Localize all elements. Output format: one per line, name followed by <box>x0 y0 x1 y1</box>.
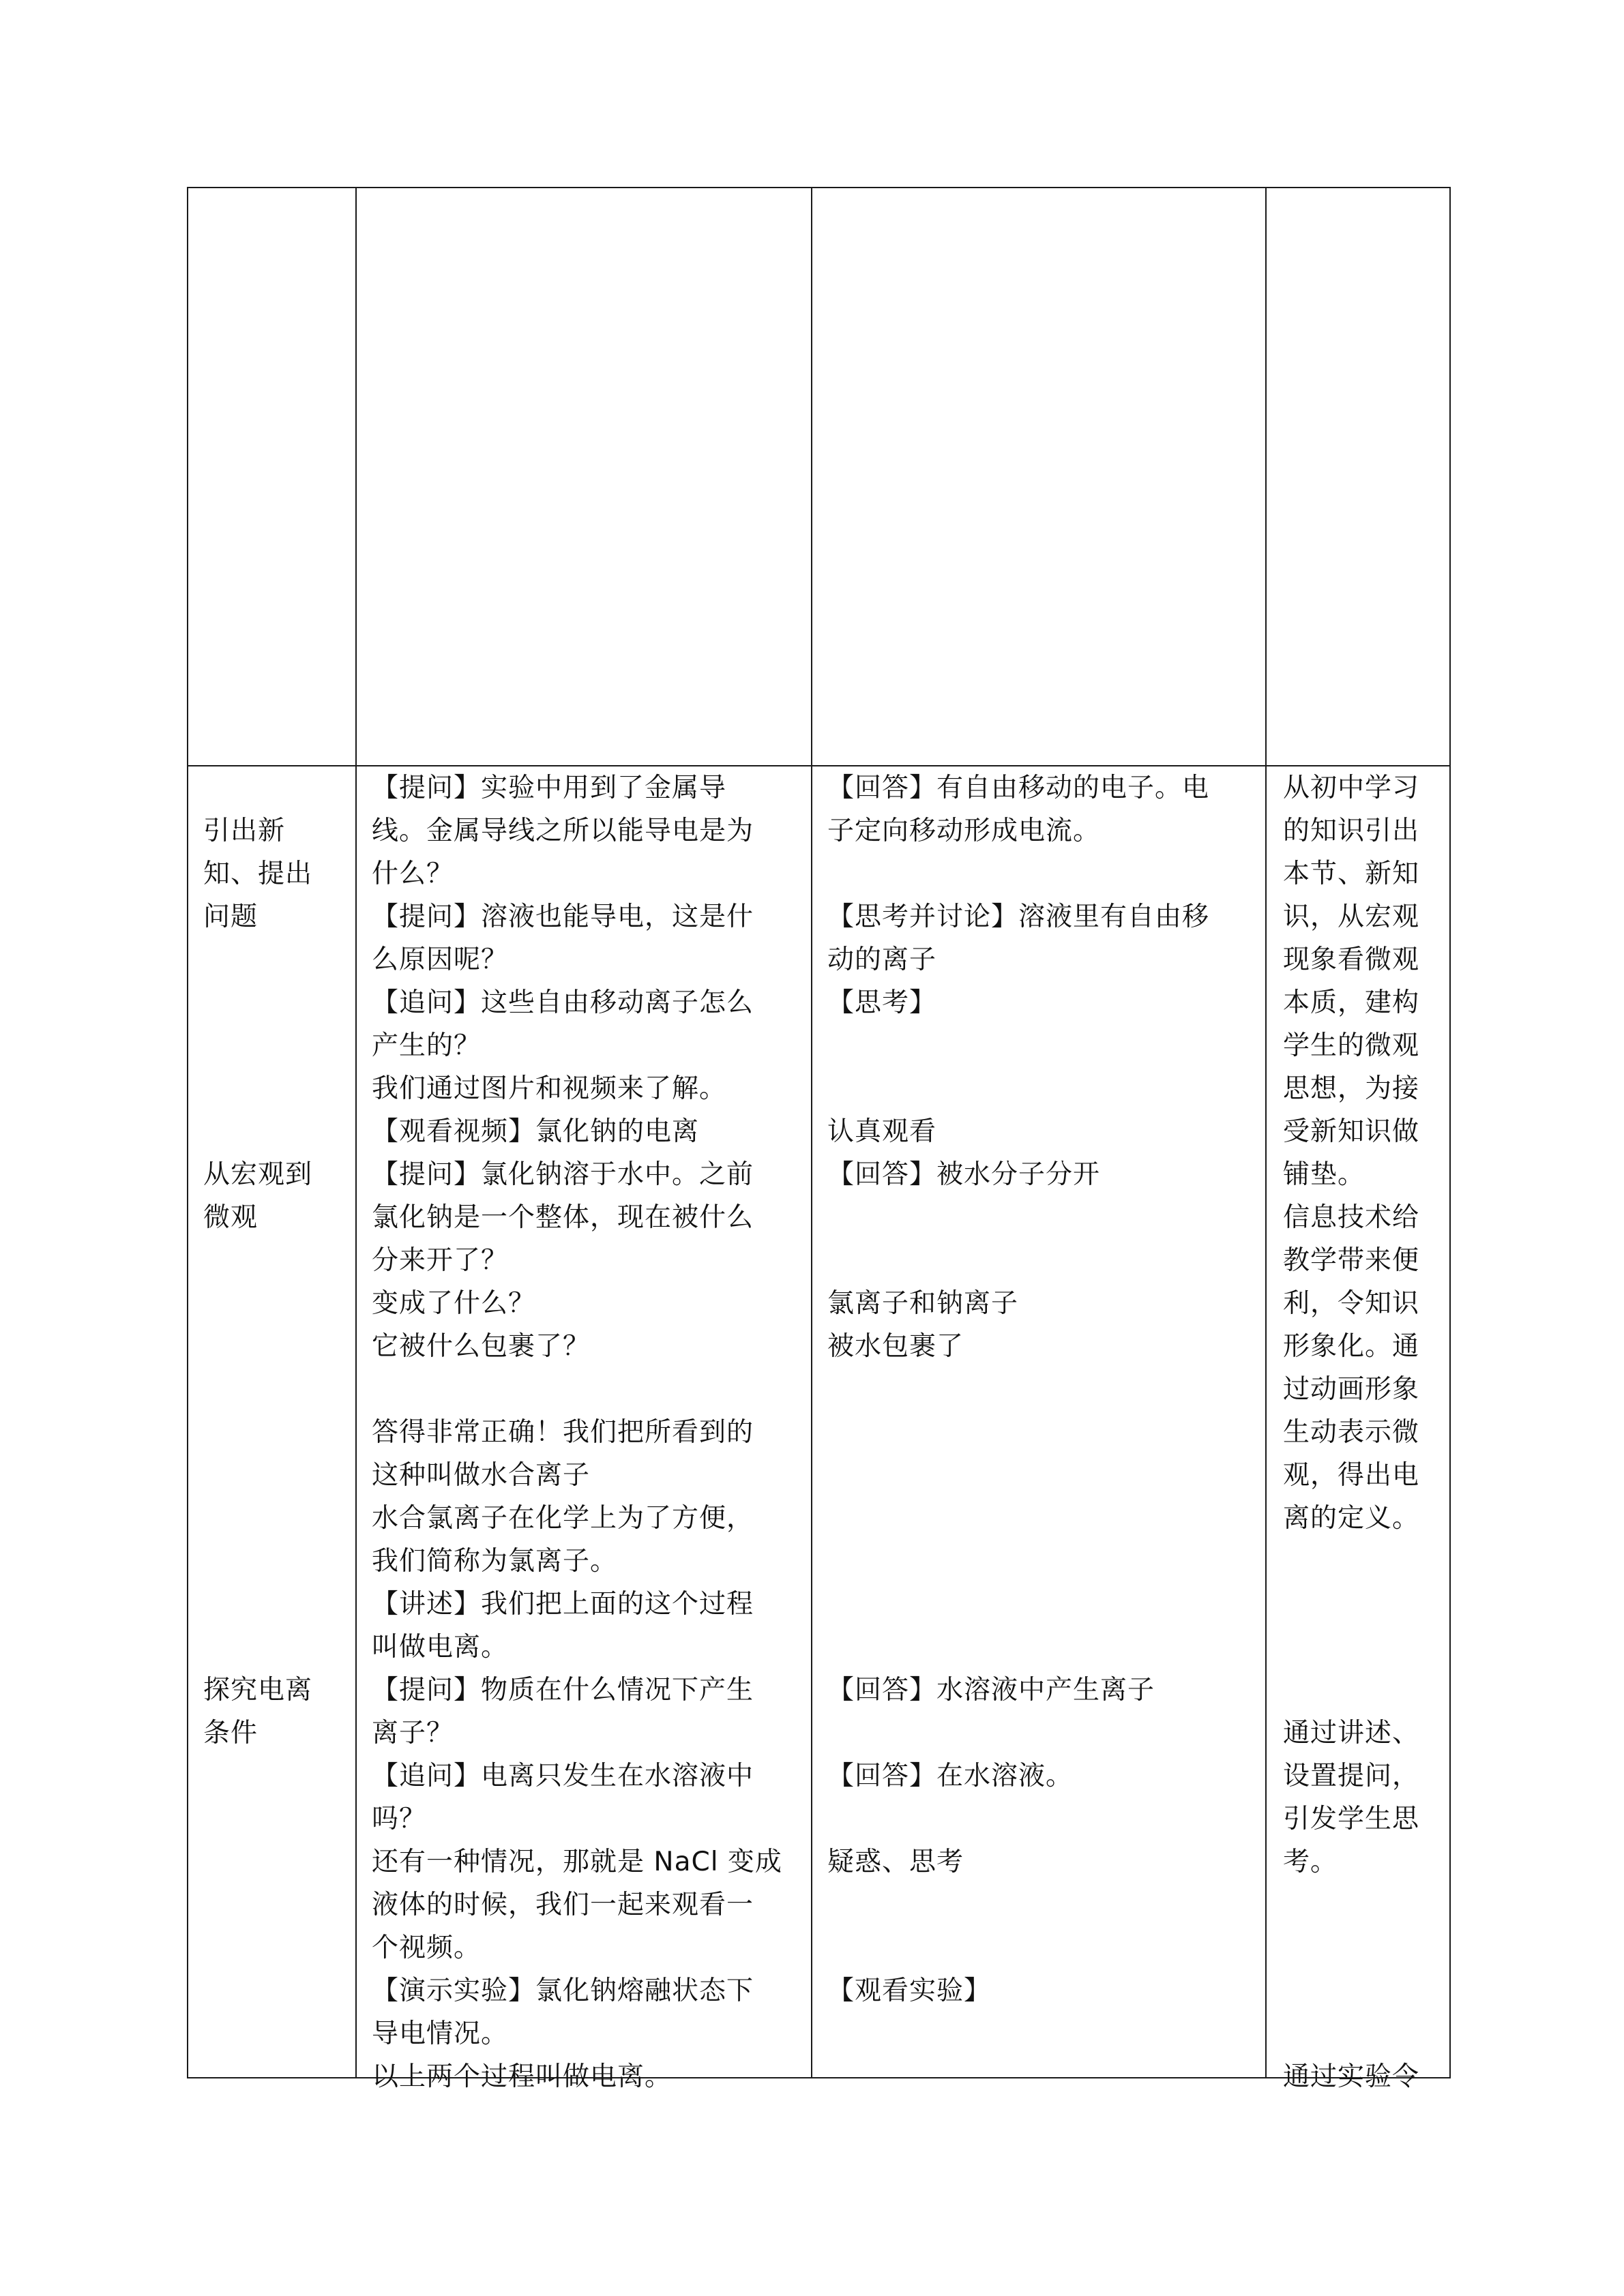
stage-cell <box>188 766 356 2078</box>
cell-empty-stage <box>188 188 356 766</box>
teacher-activity-line: 【讲述】我们把上面的这个过程 <box>372 1589 754 1620</box>
student-activity-line: 疑惑、思考 <box>827 1847 964 1877</box>
stage-label-line: 引出新 <box>203 816 286 846</box>
design-intent-line: 设置提问， <box>1283 1761 1420 1791</box>
student-activity-cell <box>812 766 1266 2078</box>
design-intent-line: 通过实验令 <box>1283 2061 1420 2092</box>
student-activity-line: 【回答】水溶液中产生离子 <box>827 1675 1155 1705</box>
teacher-activity-line: 产生的？ <box>372 1030 482 1061</box>
table-row-content <box>188 766 1450 2078</box>
teacher-activity-line: 这种叫做水合离子 <box>372 1460 591 1491</box>
teacher-activity-line: 线。金属导线之所以能导电是为 <box>372 816 754 846</box>
teacher-activity-line: 变成了什么？ <box>372 1288 536 1319</box>
teacher-activity-line: 水合氯离子在化学上为了方便， <box>372 1503 754 1534</box>
teacher-activity-line: 【观看视频】氯化钠的电离 <box>372 1116 700 1147</box>
teacher-activity-line: 我们简称为氯离子。 <box>372 1546 618 1577</box>
teacher-activity-line: 【提问】氯化钠溶于水中。之前 <box>372 1159 754 1190</box>
design-intent-line: 通过讲述、 <box>1283 1718 1420 1748</box>
design-intent-line: 生动表示微 <box>1283 1417 1420 1448</box>
table-row-empty <box>188 188 1450 766</box>
teacher-activity-line: 个视频。 <box>372 1933 482 1963</box>
stage-label-line: 探究电离 <box>203 1675 313 1705</box>
student-activity-line: 【回答】有自由移动的电子。电 <box>827 773 1210 803</box>
teacher-activity-line: 【追问】电离只发生在水溶液中 <box>372 1761 754 1791</box>
teacher-activity-line: 【演示实验】氯化钠熔融状态下 <box>372 1976 754 2006</box>
teacher-activity-line: 导电情况。 <box>372 2018 509 2049</box>
student-activity-line: 被水包裹了 <box>827 1331 964 1362</box>
student-activity-line: 【回答】在水溶液。 <box>827 1761 1074 1791</box>
teacher-activity-line: 离子？ <box>372 1718 454 1748</box>
student-activity-line: 【观看实验】 <box>827 1976 992 2006</box>
design-intent-line: 形象化。通 <box>1283 1331 1420 1362</box>
cell-empty-teacher <box>356 188 812 766</box>
teacher-activity-cell <box>356 766 812 2092</box>
teacher-activity-line: 答得非常正确！我们把所看到的 <box>372 1417 754 1448</box>
design-intent-line: 识，从宏观 <box>1283 901 1420 932</box>
design-intent-line: 从初中学习 <box>1283 773 1420 803</box>
student-activity-line: 认真观看 <box>827 1116 937 1147</box>
design-intent-line: 观，得出电 <box>1283 1460 1420 1491</box>
cell-empty-student <box>812 188 1266 766</box>
student-activity-line: 子定向移动形成电流。 <box>827 816 1101 846</box>
design-intent-line: 思想，为接 <box>1283 1073 1420 1104</box>
lesson-plan-table <box>187 187 1451 2092</box>
design-intent-line: 学生的微观 <box>1283 1030 1420 1061</box>
teacher-activity-line: 叫做电离。 <box>372 1632 509 1663</box>
teacher-activity-line: 还有一种情况，那就是 NaCl 变成 <box>372 1847 782 1877</box>
teacher-activity-line: 【提问】实验中用到了金属导 <box>372 773 727 803</box>
teacher-activity-line: 【提问】物质在什么情况下产生 <box>372 1675 754 1705</box>
teacher-activity-line: 【追问】这些自由移动离子怎么 <box>372 987 754 1018</box>
design-intent-line: 引发学生思 <box>1283 1804 1420 1834</box>
teacher-activity-line: 分来开了？ <box>372 1245 509 1276</box>
stage-label-line: 条件 <box>203 1718 259 1748</box>
design-intent-line: 铺垫。 <box>1283 1159 1365 1190</box>
design-intent-line: 信息技术给 <box>1283 1202 1420 1233</box>
teacher-activity-line: 【提问】溶液也能导电，这是什 <box>372 901 754 932</box>
teacher-activity-line: 它被什么包裹了？ <box>372 1331 591 1362</box>
design-intent-line: 教学带来便 <box>1283 1245 1420 1276</box>
design-intent-line: 考。 <box>1283 1847 1338 1877</box>
design-intent-line: 离的定义。 <box>1283 1503 1420 1534</box>
student-activity-line: 氯离子和钠离子 <box>827 1288 1019 1319</box>
teacher-activity-line: 么原因呢？ <box>372 944 509 975</box>
design-intent-cell <box>1266 766 1450 2092</box>
teacher-activity-line: 以上两个过程叫做电离。 <box>372 2061 673 2092</box>
cell-empty-intent <box>1266 188 1450 766</box>
student-activity-line: 动的离子 <box>827 944 937 975</box>
stage-label-line: 知、提出 <box>203 859 313 889</box>
design-intent-line: 现象看微观 <box>1283 944 1420 975</box>
teacher-activity-line: 氯化钠是一个整体，现在被什么 <box>372 1202 754 1233</box>
teacher-activity-line: 吗？ <box>372 1804 427 1834</box>
stage-label-line: 微观 <box>203 1202 259 1233</box>
teacher-activity-line: 什么？ <box>372 859 454 889</box>
student-activity-line: 【回答】被水分子分开 <box>827 1159 1101 1190</box>
teacher-activity-line: 我们通过图片和视频来了解。 <box>372 1073 727 1104</box>
design-intent-line: 受新知识做 <box>1283 1116 1420 1147</box>
design-intent-line: 本质，建构 <box>1283 987 1420 1018</box>
design-intent-line: 过动画形象 <box>1283 1374 1420 1405</box>
design-intent-line: 的知识引出 <box>1283 816 1420 846</box>
design-intent-line: 利，令知识 <box>1283 1288 1420 1319</box>
teacher-activity-line: 液体的时候，我们一起来观看一 <box>372 1890 754 1920</box>
student-activity-line: 【思考】 <box>827 987 937 1018</box>
design-intent-line: 本节、新知 <box>1283 859 1420 889</box>
stage-label-line: 问题 <box>203 901 259 932</box>
stage-label-line: 从宏观到 <box>203 1159 313 1190</box>
student-activity-line: 【思考并讨论】溶液里有自由移 <box>827 901 1210 932</box>
